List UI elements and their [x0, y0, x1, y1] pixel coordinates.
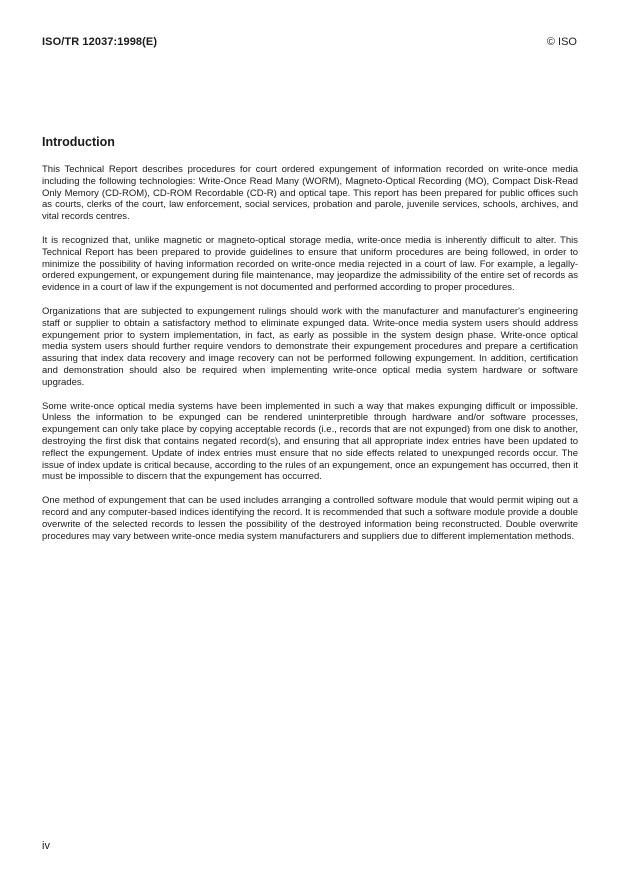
- paragraph: Organizations that are subjected to expungement rulings should work with the manufacturer and manufacturer's engineering staff or supplier to obtain a satisfactory method to eliminate expunged data. Write-once media system users should address expungement prior to system implementation, in fact, as early as possible in the system design phase. Write-once optical media system users should further require vendors to demonstrate their expungement procedures and prepare a certification assuring that index data recovery and image recovery can not be performed following expungement. In addition, certification and demonstration should also be required when implementing write-once optical media system hardware or software upgrades.: [42, 305, 578, 388]
- paragraph: One method of expungement that can be used includes arranging a controlled software module that would permit wiping out a record and any computer-based indices identifying the record. It is recommended that such a software module provide a double overwrite of the selected records to lessen the possibility of the destroyed information being reconstructed. Double overwrite procedures may vary between write-once media system manufacturers and suppliers due to different implementation methods.: [42, 495, 578, 542]
- paragraph: It is recognized that, unlike magnetic or magneto-optical storage media, write-once media is inherently difficult to alter. This Technical Report has been prepared to provide guidelines to ensure that uniform procedures are being followed, in order to minimize the possibility of having information recorded on write-once media rejected in a court of law. For example, a legally-ordered expungement, or expungement during file maintenance, may jeopardize the admissibility of the entire set of records as evidence in a court of law if the expungement is not documented and performed according to proper procedures.: [42, 234, 578, 294]
- page-number: iv: [42, 840, 50, 852]
- copyright-notice: © ISO: [546, 36, 577, 48]
- section-title: Introduction: [42, 135, 115, 149]
- paragraph: Some write-once optical media systems have been implemented in such a way that makes expunging difficult or impossible. Unless the information to be expunged can be rendered uninterpretible through hardware and/or software processes, expungement can only take place by copying acceptable records (i.e., records that are not expunged) from one disk to another, destroying the first disk that contains negated record(s), and ensuring that all appropriate index entries have been updated to reflect the expungement. Update of index entries must ensure that no side effects related to unexpunged records occur. The issue of index update is critical because, according to the rules of an expungement, once an expungement has occurred, then it must be impossible to discern that the expungement has occurred.: [42, 400, 578, 483]
- section-body: [42, 164, 578, 554]
- document-identifier: ISO/TR 12037:1998(E): [42, 36, 158, 48]
- paragraph: This Technical Report describes procedures for court ordered expungement of information recorded on write-once media including the following technologies: Write-Once Read Many (WORM), Magneto-Optical Recording (MO), Compact Disk-Read Only Memory (CD-ROM), CD-ROM Recordable (CD-R) and optical tape. This report has been prepared for public offices such as courts, clerks of the court, law enforcement, social services, probation and parole, juvenile services, schools, archives, and vital records centres.: [42, 164, 578, 223]
